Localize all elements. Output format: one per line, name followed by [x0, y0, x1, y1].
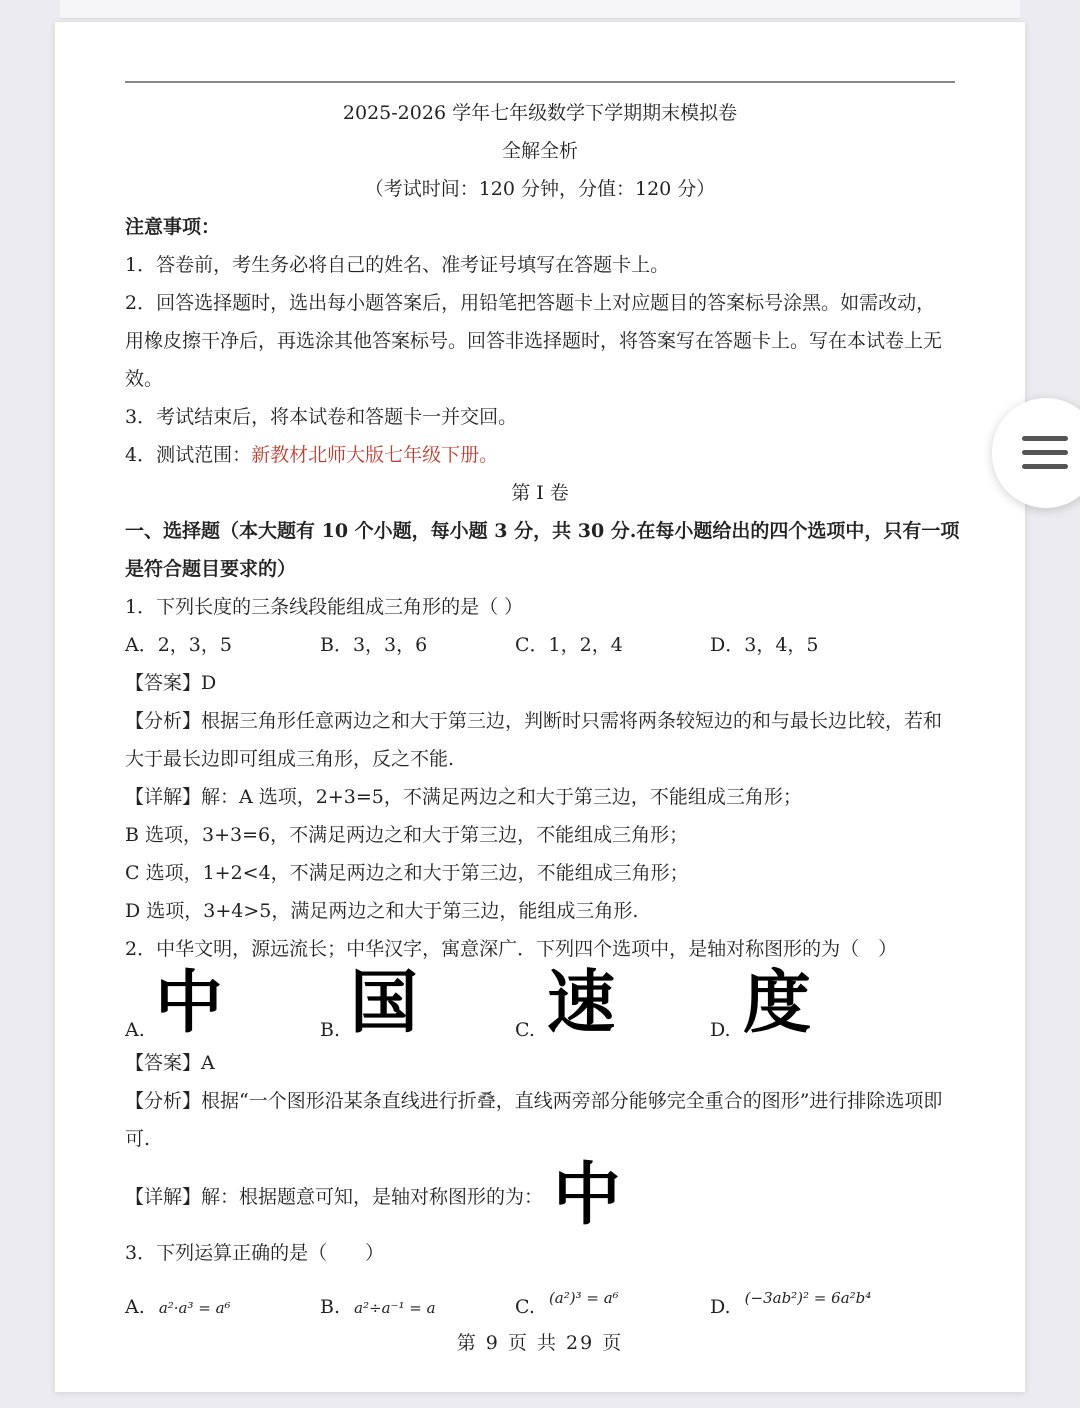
q3-expression-d: (−3ab²)² = 6a²b⁴ [744, 1289, 872, 1307]
q3-option-a [125, 1288, 231, 1327]
notice-item-2-line-2: 用橡皮擦干净后，再选涂其他答案标号。回答非选择题时，将答案写在答题卡上。写在本试卷上无 [125, 330, 943, 352]
menu-icon-bar-top [1022, 436, 1068, 441]
q2-label-a: A. [125, 1019, 145, 1041]
q1-option-a: A．2，3，5 [125, 634, 232, 656]
q3-option-d [710, 1288, 871, 1327]
q2-character-c: 速 [547, 964, 616, 1043]
q3-option-c [515, 1288, 619, 1327]
doc-title: 2025-2026 学年七年级数学下学期期末模拟卷 [342, 102, 738, 124]
document-page [55, 22, 1025, 1392]
q2-answer: 【答案】A [125, 1052, 215, 1074]
q1-answer: 【答案】D [125, 672, 217, 694]
section-heading-line-2: 是符合题目要求的） [125, 558, 297, 580]
volume-title: 第 I 卷 [511, 482, 569, 504]
q1-detail-line-2: B 选项，3+3=6，不满足两边之和大于第三边，不能组成三角形； [125, 824, 689, 846]
q1-stem: 1．下列长度的三条线段能组成三角形的是（ ） [125, 596, 524, 618]
header-rule [125, 81, 955, 83]
q1-option-c: C．1，2，4 [515, 634, 623, 656]
q2-label-b: B. [320, 1019, 341, 1041]
doc-subtitle: 全解全析 [501, 140, 578, 162]
q3-label-b: B. [320, 1296, 341, 1318]
q1-option-b: B．3，3，6 [320, 634, 428, 656]
q1-option-d: D．3，4，5 [710, 634, 819, 656]
q2-character-a: 中 [155, 964, 224, 1043]
q3-expression-c: (a²)³ = a⁶ [548, 1289, 619, 1307]
notice-item-4 [125, 436, 965, 474]
notice-item-4-prefix: 4．测试范围： [125, 444, 252, 466]
notice-heading: 注意事项： [125, 216, 221, 238]
section-heading-line-1: 一、选择题（本大题有 10 个小题，每小题 3 分，共 30 分.在每小题给出的四个选项中，只有一项 [125, 520, 960, 542]
q1-detail-line-3: C 选项，1+2<4，不满足两边之和大于第三边，不能组成三角形； [125, 862, 689, 884]
q3-label-a: A. [125, 1296, 145, 1318]
q2-character-b: 国 [350, 964, 419, 1043]
notice-item-2-line-1: 2．回答选择题时，选出每小题答案后，用铅笔把答题卡上对应题目的答案标号涂黑。如需改动， [125, 292, 936, 314]
q3-stem: 3．下列运算正确的是（ ） [125, 1242, 385, 1264]
notice-item-1: 1．答卷前，考生务必将自己的姓名、准考证号填写在答题卡上。 [125, 254, 670, 276]
page-number-footer: 第 9 页 共 29 页 [456, 1332, 624, 1354]
test-scope: 新教材北师大版七年级下册。 [251, 444, 499, 466]
q1-analysis-line-1: 【分析】根据三角形任意两边之和大于第三边，判断时只需将两条较短边的和与最长边比较，若和 [125, 710, 943, 732]
q1-detail-line-4: D 选项，3+4>5，满足两边之和大于第三边，能组成三角形. [125, 900, 639, 922]
q2-analysis-line-2: 可. [125, 1128, 151, 1150]
notice-item-2-line-3: 效。 [125, 368, 164, 390]
q2-character-d: 度 [743, 964, 812, 1043]
q1-detail-line-1: 【详解】解：A 选项，2+3=5，不满足两边之和大于第三边，不能组成三角形； [125, 786, 802, 808]
q1-analysis-line-2: 大于最长边即可组成三角形，反之不能. [125, 748, 455, 770]
q2-analysis-line-1: 【分析】根据“一个图形沿某条直线进行折叠，直线两旁部分能够完全重合的图形”进行排除选项即 [125, 1090, 943, 1112]
q2-label-c: C. [515, 1019, 535, 1041]
exam-info: （考试时间：120 分钟，分值：120 分） [364, 178, 716, 200]
q2-detail-character: 中 [553, 1156, 622, 1235]
menu-icon-bar-bottom [1022, 464, 1068, 469]
notice-item-3: 3．考试结束后，将本试卷和答题卡一并交回。 [125, 406, 518, 428]
previous-page-edge [60, 0, 1020, 19]
q3-option-b [320, 1288, 436, 1327]
q2-stem: 2．中华文明，源远流长；中华汉字，寓意深广．下列四个选项中，是轴对称图形的为（ ） [125, 938, 898, 960]
menu-icon-bar-middle [1022, 450, 1068, 455]
q3-label-c: C. [515, 1296, 535, 1318]
q3-label-d: D. [710, 1296, 731, 1318]
q3-expression-b: a²÷a⁻¹ = a [354, 1299, 436, 1317]
q2-detail: 【详解】解：根据题意可知，是轴对称图形的为： [125, 1186, 544, 1208]
q2-label-d: D. [710, 1019, 731, 1041]
q3-expression-a: a²·a³ = a⁶ [158, 1299, 231, 1317]
